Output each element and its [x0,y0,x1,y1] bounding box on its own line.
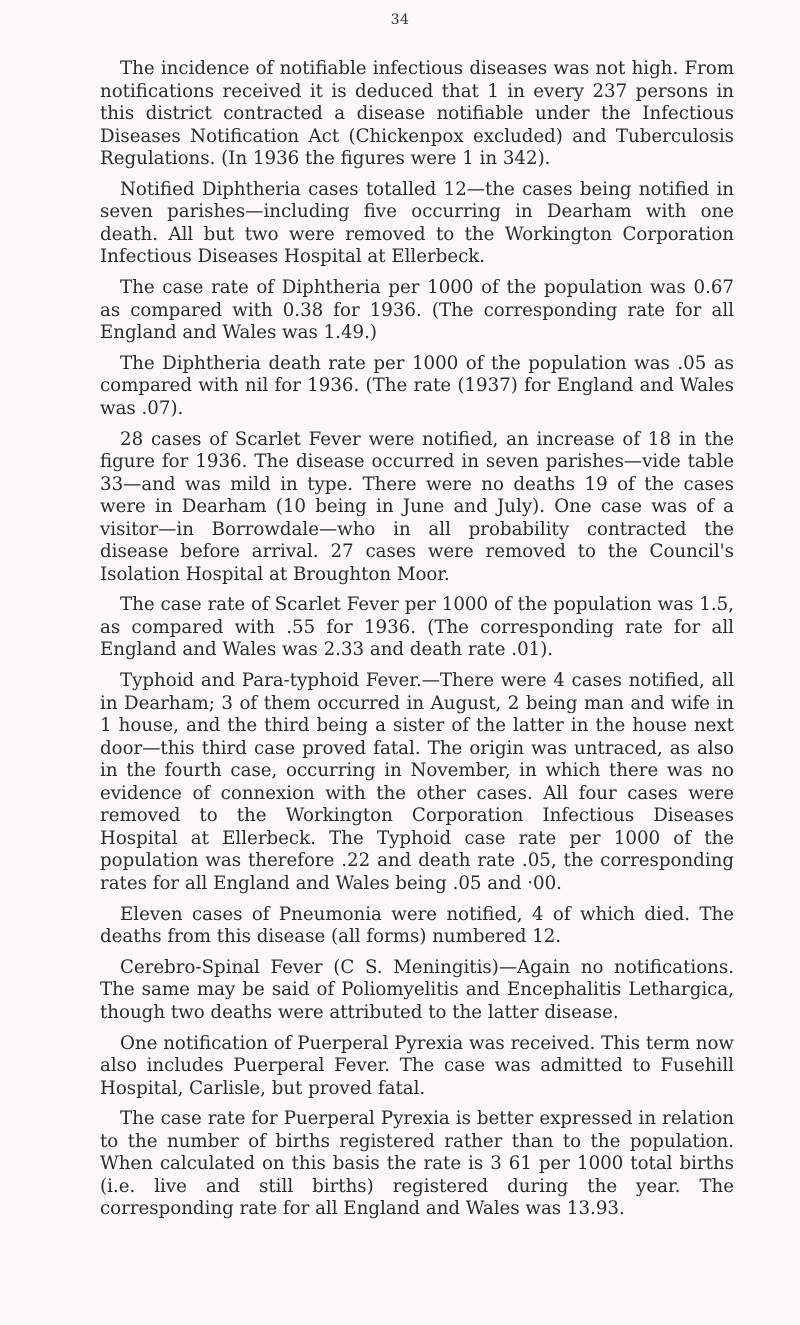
paragraph-notifiable-diseases-incidence: The incidence of notifiable infectious diseases was not high. From notifications received it is deduced that 1 in every 237 persons in this district contracted a disease notifiable under the Infectious Diseases Notification Act (Chickenpox excluded) and Tuberculosis Regulations. (In 1936 the figures were 1 in 342). [100,58,734,169]
paragraph-scarlet-fever-case-rate: The case rate of Scarlet Fever per 1000 of the population was 1.5, as compared with .55 for 1936. (The corresponding rate for all England and Wales was 2.33 and death rate .01). [100,594,734,661]
page-number: 34 [390,12,410,28]
paragraph-puerperal-pyrexia-notification: One notification of Puerperal Pyrexia was received. This term now also includes Puerperal Fever. The case was admitted to Fusehill Hospital, Carlisle, but proved fatal. [100,1032,734,1099]
paragraph-scarlet-fever-cases: 28 cases of Scarlet Fever were notified, an increase of 18 in the figure for 1936. The disease occurred in seven parishes—vide table 33—and was mild in type. There were no deaths 19 of the cases were in Dearham (10 being in June and July). One case was of a visitor—in Borrowdale—who in all probability contracted the disease before arrival. 27 cases were removed to the Council's Isolation Hospital at Broughton Moor. [100,428,734,585]
paragraph-typhoid-fever: Typhoid and Para-typhoid Fever.—There were 4 cases notified, all in Dearham; 3 of them occurred in August, 2 being man and wife in 1 house, and the third being a sister of the latter in the house next door—this third case proved fatal. The origin was untraced, as also in the fourth case, occurring in November, in which there was no evidence of connexion with the other cases. All four cases were removed to the Workington Corporation Infectious Diseases Hospital at Ellerbeck. The Typhoid case rate per 1000 of the population was therefore .22 and death rate .05, the corresponding rates for all England and Wales being .05 and ·00. [100,670,734,894]
paragraph-pneumonia: Eleven cases of Pneumonia were notified, 4 of which died. The deaths from this disease (all forms) numbered 12. [100,903,734,948]
paragraph-cerebro-spinal-fever: Cerebro-Spinal Fever (C S. Meningitis)—Again no notifications. The same may be said of Poliomyelitis and Encephalitis Lethargica, though two deaths were attributed to the latter disease. [100,956,734,1023]
paragraph-diphtheria-cases: Notified Diphtheria cases totalled 12—the cases being notified in seven parishes—including five occurring in Dearham with one death. All but two were removed to the Workington Corporation Infectious Diseases Hospital at Ellerbeck. [100,178,734,268]
paragraph-diphtheria-case-rate: The case rate of Diphtheria per 1000 of the population was 0.67 as compared with 0.38 for 1936. (The corresponding rate for all England and Wales was 1.49.) [100,277,734,344]
report-body [100,58,734,1221]
paragraph-diphtheria-death-rate: The Diphtheria death rate per 1000 of the population was .05 as compared with nil for 1936. (The rate (1937) for England and Wales was .07). [100,352,734,419]
paragraph-puerperal-pyrexia-rate: The case rate for Puerperal Pyrexia is better expressed in relation to the number of births registered rather than to the population. When calculated on this basis the rate is 3 61 per 1000 total births (i.e. live and still births) registered during the year. The corresponding rate for all England and Wales was 13.93. [100,1108,734,1220]
